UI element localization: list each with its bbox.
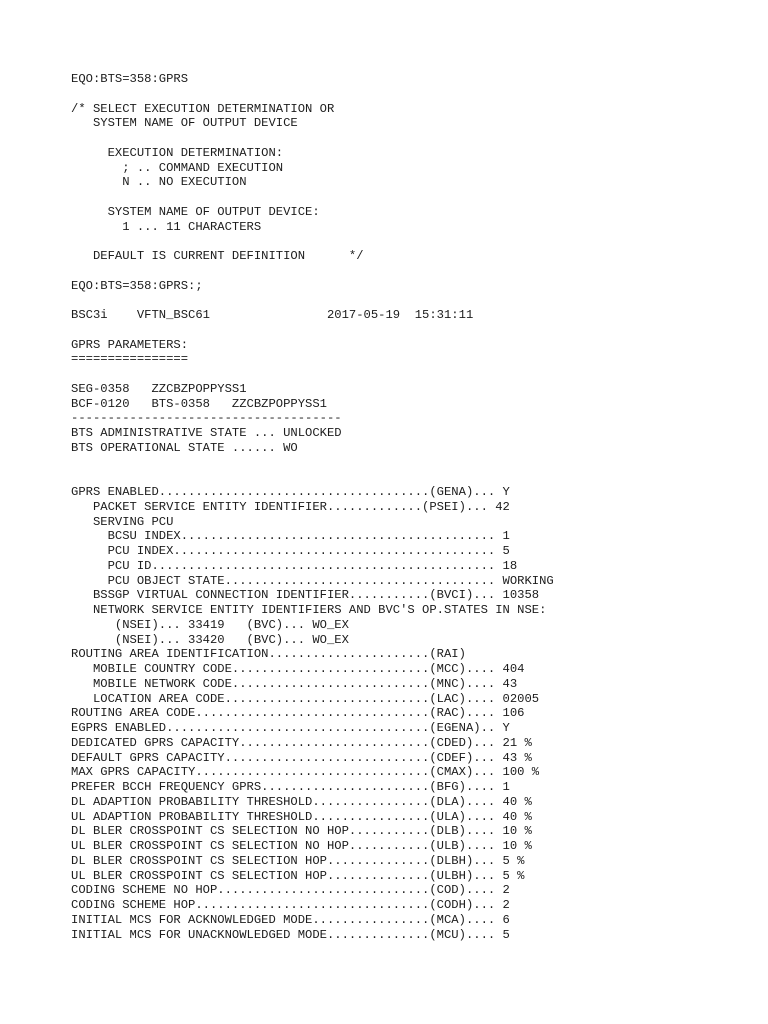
parameter-line: DL BLER CROSSPOINT CS SELECTION HOP..............(DLBH)... 5 % bbox=[71, 853, 525, 868]
parameter-line: ROUTING AREA CODE................................(RAC).... 106 bbox=[71, 706, 525, 721]
parameter-line: DL BLER CROSSPOINT CS SELECTION NO HOP...........(DLB).... 10 % bbox=[71, 824, 532, 839]
parameter-line: BCSU INDEX........................................... 1 bbox=[71, 529, 510, 544]
prompt-line: 1 ... 11 CHARACTERS bbox=[71, 219, 262, 234]
blank-line bbox=[71, 456, 751, 471]
parameter-line: DL ADAPTION PROBABILITY THRESHOLD................(DLA).... 40 % bbox=[71, 794, 532, 809]
parameter-line: UL BLER CROSSPOINT CS SELECTION NO HOP...........(ULB).... 10 % bbox=[71, 839, 532, 853]
blank-line bbox=[71, 323, 751, 338]
parameter-line: PACKET SERVICE ENTITY IDENTIFIER.............(PSEI)... 42 bbox=[71, 499, 510, 514]
parameter-line: LOCATION AREA CODE............................(LAC).... 02005 bbox=[71, 691, 540, 706]
terminal-output bbox=[71, 72, 751, 942]
object-line: BCF-0120 BTS-0358 ZZCBZPOPPYSS1 bbox=[71, 396, 327, 411]
parameter-line: SERVING PCU bbox=[71, 514, 174, 529]
parameter-line: EGPRS ENABLED....................................(EGENA).. Y bbox=[71, 721, 510, 735]
parameter-line: INITIAL MCS FOR UNACKNOWLEDGED MODE..............(MCU).... 5 bbox=[71, 927, 510, 942]
prompt-line: SYSTEM NAME OF OUTPUT DEVICE bbox=[71, 116, 298, 131]
parameter-line: PCU INDEX............................................ 5 bbox=[71, 544, 510, 558]
parameter-line: ROUTING AREA IDENTIFICATION......................(RAI) bbox=[71, 647, 466, 662]
object-line: SEG-0358 ZZCBZPOPPYSS1 bbox=[71, 381, 247, 396]
prompt-line: /* SELECT EXECUTION DETERMINATION OR bbox=[71, 101, 335, 116]
parameter-line: UL BLER CROSSPOINT CS SELECTION HOP..............(ULBH)... 5 % bbox=[71, 868, 525, 883]
state-line: BTS OPERATIONAL STATE ...... WO bbox=[71, 440, 298, 455]
parameter-line: DEFAULT GPRS CAPACITY............................(CDEF)... 43 % bbox=[71, 750, 532, 765]
parameter-line: PCU ID............................................... 18 bbox=[71, 558, 518, 573]
blank-line bbox=[71, 367, 751, 382]
blank-line bbox=[71, 293, 751, 308]
blank-line bbox=[71, 190, 751, 205]
blank-line bbox=[71, 264, 751, 279]
parameter-line: PREFER BCCH FREQUENCY GPRS.......................(BFG).... 1 bbox=[71, 780, 510, 794]
section-title: GPRS PARAMETERS: bbox=[71, 337, 189, 352]
parameter-line: INITIAL MCS FOR ACKNOWLEDGED MODE................(MCA).... 6 bbox=[71, 912, 510, 927]
parameter-line: NETWORK SERVICE ENTITY IDENTIFIERS AND BVC'S OP.STATES IN NSE: bbox=[71, 603, 547, 617]
parameter-line: DEDICATED GPRS CAPACITY..........................(CDED)... 21 % bbox=[71, 735, 532, 750]
divider-line: ------------------------------------- bbox=[71, 411, 342, 426]
blank-line bbox=[71, 131, 751, 146]
parameter-line: (NSEI)... 33420 (BVC)... WO_EX bbox=[71, 632, 349, 647]
parameter-line: CODING SCHEME HOP................................(CODH)... 2 bbox=[71, 898, 510, 912]
parameter-line: PCU OBJECT STATE..................................... WORKING bbox=[71, 573, 554, 588]
prompt-line: N .. NO EXECUTION bbox=[71, 175, 247, 190]
command-line: EQO:BTS=358:GPRS bbox=[71, 72, 189, 86]
parameter-line: GPRS ENABLED.....................................(GENA)... Y bbox=[71, 485, 510, 499]
parameter-line: MOBILE COUNTRY CODE...........................(MCC).... 404 bbox=[71, 662, 525, 676]
parameter-line: CODING SCHEME NO HOP.............................(COD).... 2 bbox=[71, 883, 510, 898]
parameter-line: MAX GPRS CAPACITY................................(CMAX)... 100 % bbox=[71, 765, 540, 780]
prompt-line: SYSTEM NAME OF OUTPUT DEVICE: bbox=[71, 204, 320, 219]
blank-line bbox=[71, 234, 751, 249]
section-underline: ================ bbox=[71, 352, 189, 367]
command-line: EQO:BTS=358:GPRS:; bbox=[71, 278, 203, 293]
parameter-line: BSSGP VIRTUAL CONNECTION IDENTIFIER...........(BVCI)... 10358 bbox=[71, 588, 540, 603]
parameter-line: (NSEI)... 33419 (BVC)... WO_EX bbox=[71, 617, 349, 632]
prompt-line: ; .. COMMAND EXECUTION bbox=[71, 160, 284, 175]
parameter-line: UL ADAPTION PROBABILITY THRESHOLD................(ULA).... 40 % bbox=[71, 809, 532, 824]
prompt-line: DEFAULT IS CURRENT DEFINITION */ bbox=[71, 249, 364, 263]
header-line: BSC3i VFTN_BSC61 2017-05-19 15:31:11 bbox=[71, 308, 474, 322]
prompt-line: EXECUTION DETERMINATION: bbox=[71, 145, 284, 160]
blank-line bbox=[71, 470, 751, 485]
parameter-line: MOBILE NETWORK CODE...........................(MNC).... 43 bbox=[71, 676, 518, 691]
blank-line bbox=[71, 87, 751, 102]
state-line: BTS ADMINISTRATIVE STATE ... UNLOCKED bbox=[71, 426, 342, 440]
